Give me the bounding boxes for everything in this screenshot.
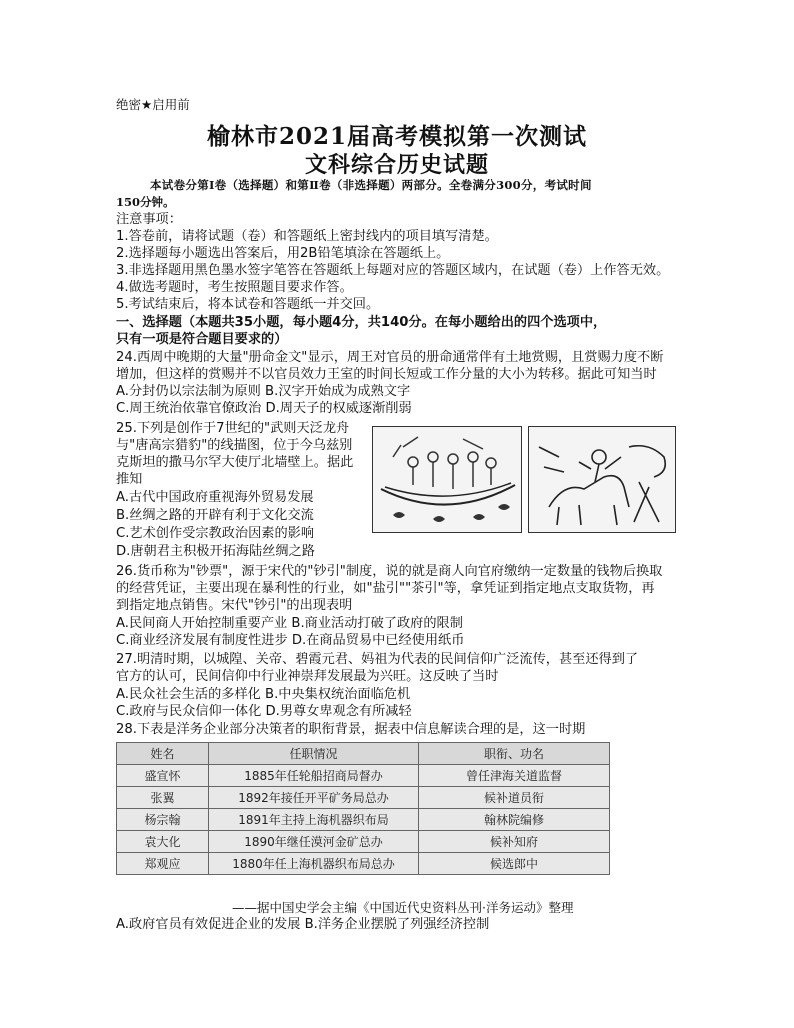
q26-stem-line: 到指定地点销售。宋代"钞引"的出现表明: [116, 598, 353, 613]
dragon-boat-icon: [373, 427, 523, 534]
q27-options-line-1: A.民众社会生活的多样化 B.中央集权统治面临危机: [116, 687, 411, 702]
table-cell: 1892年接任开平矿务局总办: [209, 787, 419, 809]
notes-heading: 注意事项：: [116, 212, 182, 227]
q24-stem-line: 24.西周中晚期的大量"册命金文"显示，周王对官员的册命通常伴有土地赏赐，且赏赐力度不断: [116, 350, 664, 365]
note-item: 4.做选考题时，考生按照题目要求作答。: [116, 280, 353, 295]
table-cell: 曾任津海关道监督: [419, 765, 610, 787]
table-cell: 杨宗翰: [117, 809, 209, 831]
q25-stem-line: 与"唐高宗猎豹"的线描图，位于今乌兹别: [116, 438, 353, 453]
section-heading-line-1: 一、选择题（本题共35小题，每小题4分，共140分。在每小题给出的四个选项中，: [116, 315, 607, 330]
table-row: [117, 765, 610, 787]
q24-options-line-1: A.分封仍以宗法制为原则 B.汉字开始成为成熟文字: [116, 384, 411, 399]
column-header: 职衔、功名: [419, 743, 610, 765]
table-cell: 1891年主持上海机器织布局: [209, 809, 419, 831]
note-item: 2.选择题每小题选出答案后，用2B铅笔填涂在答题纸上。: [116, 246, 450, 261]
q27-stem-line: 27.明清时期，以城隍、关帝、碧霞元君、妈祖为代表的民间信仰广泛流传，甚至还得到了: [116, 652, 639, 667]
q24-stem-line: 增加，但这样的赏赐并不以官员效力王室的时间长短或工作分量的大小为转移。据此可知当时: [116, 367, 657, 382]
hunting-drawing: [528, 426, 676, 533]
q25-stem-line: 推知: [116, 472, 143, 487]
q25-option: A.古代中国政府重视海外贸易发展: [116, 490, 314, 505]
table-cell: 1890年继任漠河金矿总办: [209, 831, 419, 853]
table-cell: 袁大化: [117, 831, 209, 853]
table-cell: 候补知府: [419, 831, 610, 853]
column-header: 任职情况: [209, 743, 419, 765]
table-cell: 郑观应: [117, 853, 209, 875]
q25-option: D.唐朝君主积极开拓海陆丝绸之路: [116, 544, 315, 559]
q26-stem-line: 的经营凭证，主要出现在暴利性的行业，如"盐引""茶引"等，拿凭证到指定地点支取货物，再: [116, 581, 655, 596]
table-cell: 候补道员衔: [419, 787, 610, 809]
exam-subtitle: 文科综合历史试题: [304, 152, 489, 178]
table-cell: 1885年任轮船招商局督办: [209, 765, 419, 787]
q24-options-line-2: C.周王统治依靠官僚政治 D.周天子的权威逐渐削弱: [116, 401, 412, 416]
section-heading-line-2: 只有一项是符合题目要求的）: [116, 332, 288, 347]
exam-title: 榆林市2021届高考模拟第一次测试: [206, 123, 587, 150]
official-background-table: [116, 742, 610, 875]
q28-stem: 28.下表是洋务企业部分决策者的职衔背景，据表中信息解读合理的是，这一时期: [116, 722, 586, 737]
table-row: [117, 809, 610, 831]
table-header-row: [117, 743, 610, 765]
table-row: [117, 831, 610, 853]
table-cell: 1880年任上海机器织布局总办: [209, 853, 419, 875]
q28-options-line-1: A.政府官员有效促进企业的发展 B.洋务企业摆脱了列强经济控制: [116, 917, 490, 932]
hunting-scene-icon: [529, 427, 677, 534]
q25-stem-line: 25.下列是创作于7世纪的"武则天泛龙舟: [116, 421, 350, 436]
q27-stem-line: 官方的认可，民间信仰中行业神崇拜发展最为兴旺。这反映了当时: [116, 669, 499, 684]
q26-options-line-1: A.民间商人开始控制重要产业 B.商业活动打破了政府的限制: [116, 616, 463, 631]
q27-options-line-2: C.政府与民众信仰一体化 D.男尊女卑观念有所减轻: [116, 704, 412, 719]
intro-line-1: 本试卷分第Ⅰ卷（选择题）和第Ⅱ卷（非选择题）两部分。全卷满分300分，考试时间: [150, 178, 592, 192]
q26-options-line-2: C.商业经济发展有制度性进步 D.在商品贸易中已经使用纸币: [116, 633, 465, 648]
table-cell: 翰林院编修: [419, 809, 610, 831]
note-item: 1.答卷前，请将试题（卷）和答题纸上密封线内的项目填写清楚。: [116, 229, 498, 244]
q25-stem-line: 克斯坦的撒马尔罕大使厅北墙壁上。据此: [116, 455, 354, 470]
q25-option: C.艺术创作受宗教政治因素的影响: [116, 526, 315, 541]
secret-mark: 绝密★启用前: [116, 97, 190, 112]
dragon-boat-drawing: [372, 426, 522, 533]
column-header: 姓名: [117, 743, 209, 765]
table-cell: 盛宣怀: [117, 765, 209, 787]
intro-line-2: 150分钟。: [116, 195, 175, 209]
table-cell: 候选郎中: [419, 853, 610, 875]
table-row: [117, 853, 610, 875]
note-item: 5.考试结束后，将本试卷和答题纸一并交回。: [116, 297, 380, 312]
table-source: ——据中国史学会主编《中国近代史资料丛刊·洋务运动》整理: [232, 900, 574, 915]
q26-stem-line: 26.货币称为"钞票"，源于宋代的"钞引"制度，说的就是商人向官府缴纳一定数量的钱物后换取: [116, 564, 663, 579]
table-cell: 张翼: [117, 787, 209, 809]
table-row: [117, 787, 610, 809]
q25-option: B.丝绸之路的开辟有利于文化交流: [116, 508, 314, 523]
note-item: 3.非选择题用黑色墨水签字笔答在答题纸上每题对应的答题区域内，在试题（卷）上作答无效。: [116, 263, 670, 278]
